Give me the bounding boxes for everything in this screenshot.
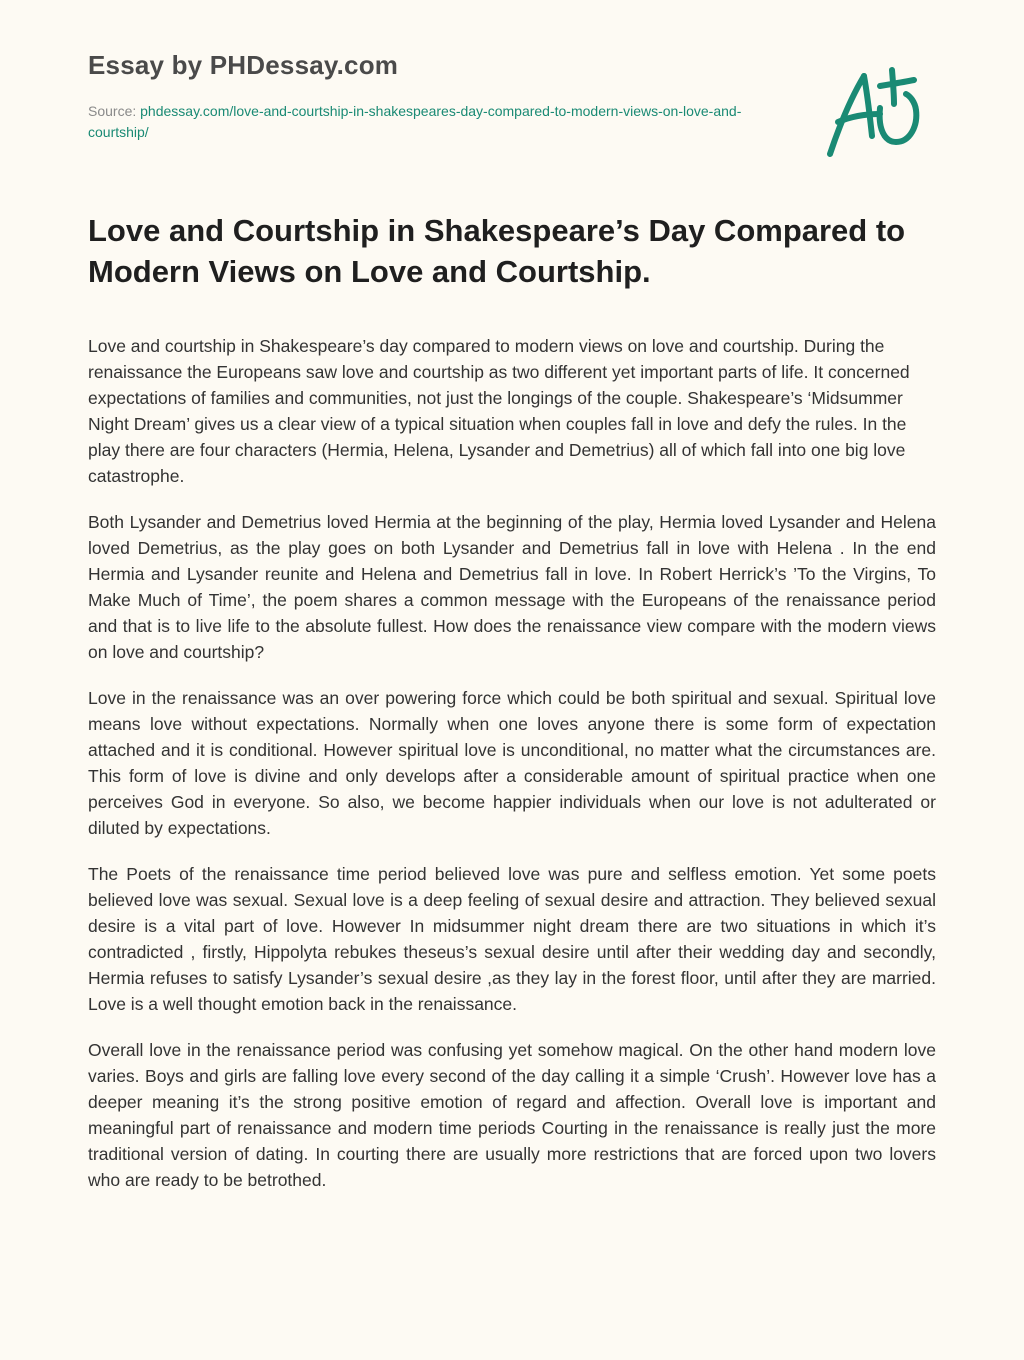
document-title: Love and Courtship in Shakespeare’s Day Compared to Modern Views on Love and Courtship. xyxy=(88,213,906,289)
paragraph-2: Both Lysander and Demetrius loved Hermia at the beginning of the play, Hermia loved Lysander and Helena loved Demetrius, as the play goes on both Lysander and Demetrius fall in love with Helena . In the end Hermia and Lysander reunite and Helena and Demetrius fall in love. In Robert Herrick’s ’To the Virgins, To Make Much of Time’, the poem shares a common message with the Europeans of the renaissance period and that is to live life to the absolute fullest. How does the renaissance view compare with the modern views on love and courtship? xyxy=(88,512,936,662)
logo-a-right-stroke xyxy=(864,76,872,136)
paragraph-1: Love and courtship in Shakespeare’s day compared to modern views on love and courtship. During the renaissance the Europeans saw love and courtship as two different yet important parts of life. It concerned expectations of families and communities, not just the longings of the couple. Shakespeare’s ‘Midsummer Night Dream’ gives us a clear view of a typical situation when couples fall in love and defy the rules. In the play there are four characters (Hermia, Helena, Lysander and Demetrius) all of which fall into one big love catastrophe. xyxy=(88,336,910,486)
essay-body xyxy=(88,333,936,1313)
source-label: Source: xyxy=(88,103,137,119)
a-plus-grade-icon xyxy=(818,62,930,164)
paragraph-3: Love in the renaissance was an over powering force which could be both spiritual and sexual. Spiritual love means love without expectations. Normally when one loves anyone there is some form of expectation attached and it is conditional. However spiritual love is unconditional, no matter what the circumstances are. This form of love is divine and only develops after a considerable amount of spiritual practice when one perceives God in everyone. So also, we become happier individuals when our love is not adulterated or diluted by expectations. xyxy=(88,688,936,838)
paragraph-4: The Poets of the renaissance time period believed love was pure and selfless emotion. Yet some poets believed love was sexual. Sexual love is a deep feeling of sexual desire and attraction. They believed sexual desire is a vital part of love. However In midsummer night dream there are two situations in which it’s contradicted , firstly, Hippolyta rebukes theseus’s sexual desire until after their wedding day and secondly, Hermia refuses to satisfy Lysander’s sexual desire ,as they lay in the forest floor, until after they are married. Love is a well thought emotion back in the renaissance. xyxy=(88,864,936,1014)
paragraph-5: Overall love in the renaissance period was confusing yet somehow magical. On the other hand modern love varies. Boys and girls are falling love every second of the day calling it a simple ‘Crush’. However love has a deeper meaning it’s the strong positive emotion of regard and affection. Overall love is important and meaningful part of renaissance and modern time periods Courting in the renaissance is really just the more traditional version of dating. In courting there are usually more restrictions that are forced upon two lovers who are ready to be betrothed. xyxy=(88,1040,936,1190)
logo-swirl xyxy=(880,94,917,142)
a-plus-logo-svg xyxy=(818,62,930,164)
site-title: Essay by PHDessay.com xyxy=(88,50,399,80)
logo-plus-vertical xyxy=(892,70,894,104)
source-line xyxy=(88,101,768,143)
source-link[interactable]: phdessay.com/love-and-courtship-in-shakespeares-day-compared-to-modern-views-on-love-and-courtship/ xyxy=(88,103,742,140)
logo-plus-horizontal xyxy=(880,80,914,86)
